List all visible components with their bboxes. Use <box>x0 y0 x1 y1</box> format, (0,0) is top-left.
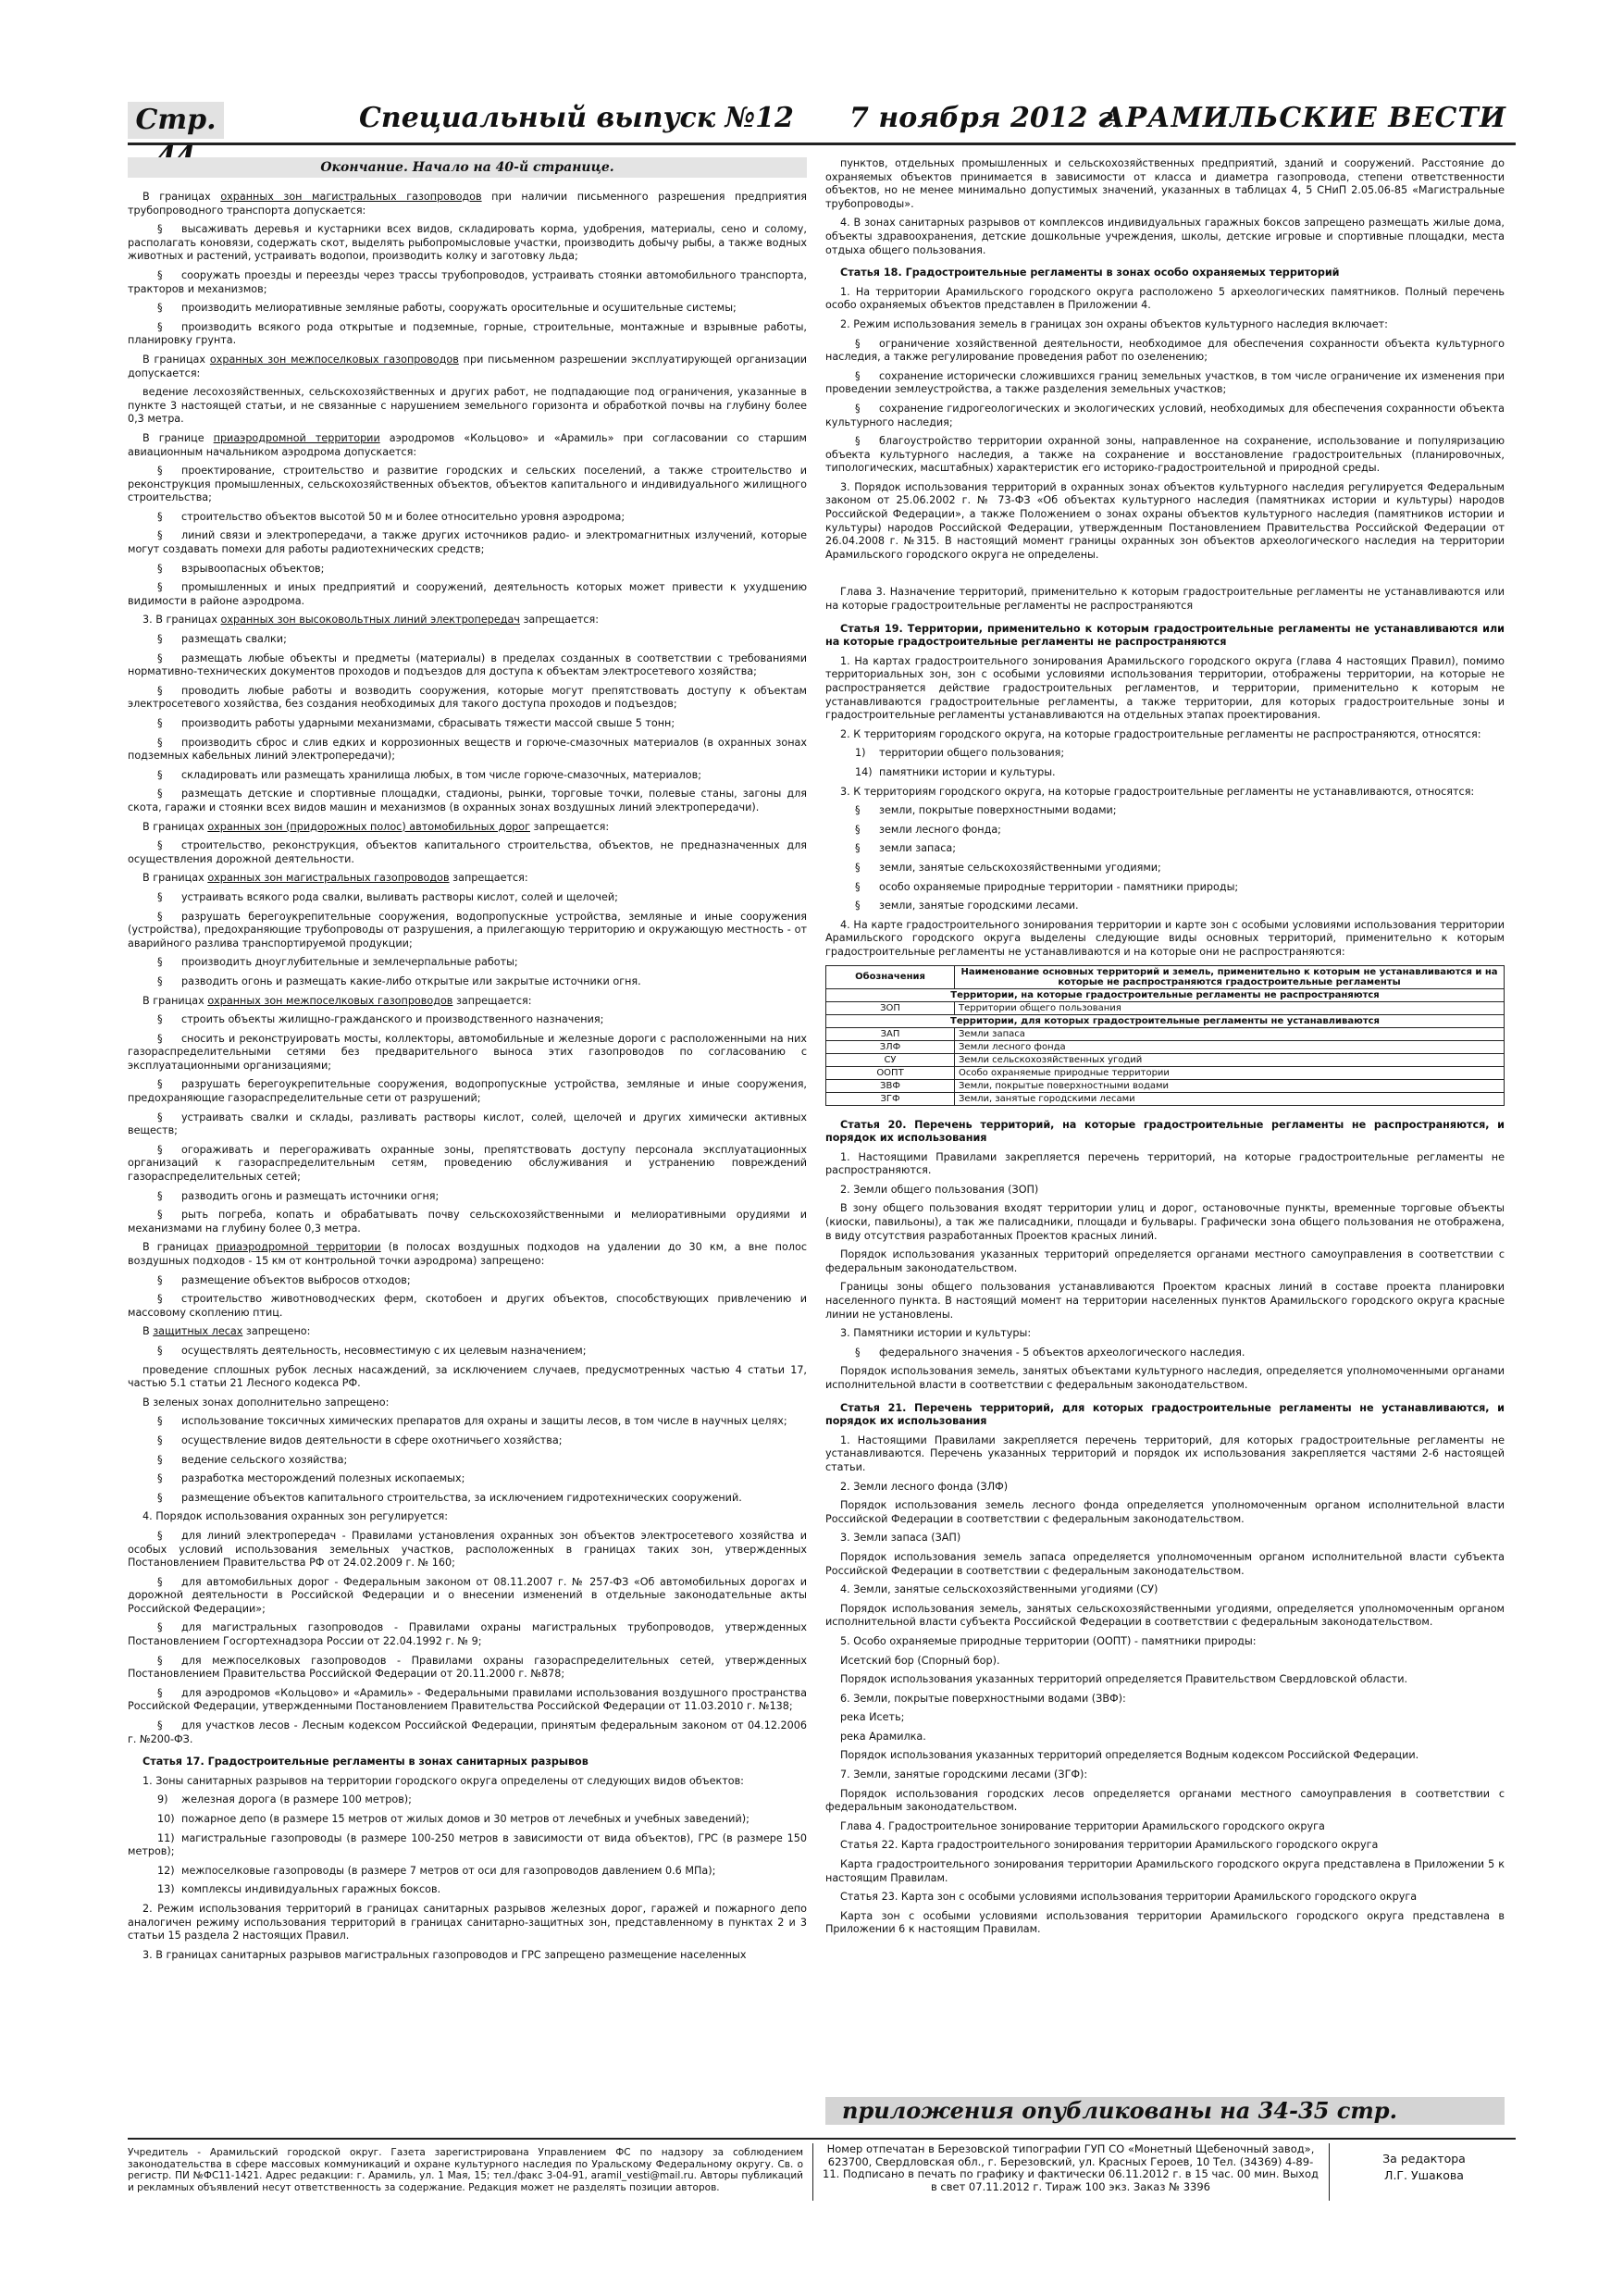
paragraph: 1. Настоящими Правилами закрепляется перечень территорий, для которых градостроительные регламенты не устанавливаются. Перечень указанных территорий и порядок их использования закрепляется частями 2-6 настоящей статьи. <box>825 1433 1505 1473</box>
list-marker: § <box>157 1719 163 1732</box>
paragraph: 1. На территории Арамильского городского округа расположено 5 археологических памятников. Полный перечень особо охраняемых объектов представлен в Приложении 4. <box>825 285 1505 312</box>
paragraph: § для межпоселковых газопроводов - Правилами охраны газораспределительных сетей, утвержденных Постановлением Правительства Российской Федерации от 20.11.2000 г. №878; <box>128 1654 807 1681</box>
paragraph: Порядок использования земель лесного фонда определяется уполномоченным органом исполнительной власти Российской Федерации в соответствии с федеральным законодательством. <box>825 1499 1505 1525</box>
paragraph: § осуществлять деятельность, несовместимую с их целевым назначением; <box>128 1345 807 1359</box>
table-row: ЗЛФ Земли лесного фонда <box>826 1040 1505 1053</box>
paragraph: 2. Режим использования территорий в границах санитарных разрывов железных дорог, гаражей и пожарного депо аналогичен режиму использования территорий в границах санитарно-защитных зон, представленному в пунктах 2 и 3 статьи 15 раздела 2 настоящих Правил. <box>128 1902 807 1942</box>
paragraph: Исетский бор (Спорный бор). <box>840 1654 1000 1667</box>
paragraph: Порядок использования указанных территорий определяется органами местного самоуправления в соответствии с федеральным законодательством. <box>825 1248 1505 1274</box>
paragraph: В границах охранных зон магистральных газопроводов запрещается: <box>142 872 528 885</box>
paragraph: § производить мелиоративные земляные работы, сооружать оросительные и осушительные системы; <box>128 302 807 316</box>
list-marker: § <box>157 1189 163 1202</box>
paragraph: 3. Земли запаса (ЗАП) <box>840 1532 961 1545</box>
article-heading: Статья 17. Градостроительные регламенты в зонах санитарных разрывов <box>142 1756 588 1769</box>
paragraph: § ведение сельского хозяйства; <box>128 1454 807 1468</box>
list-marker: § <box>855 842 861 855</box>
paragraph: Статья 23. Карта зон с особыми условиями использования территории Арамильского городского округа <box>840 1891 1418 1904</box>
paragraph: § разработка месторождений полезных ископаемых; <box>128 1472 807 1486</box>
paragraph: 7. Земли, занятые городскими лесами (ЗГФ): <box>840 1769 1088 1781</box>
underlined-term: защитных лесах <box>153 1325 243 1338</box>
paragraph: В границах приаэродромной территории (в полосах воздушных подходов на удалении до 30 км, а вне полос воздушных подходов - 15 км от контрольной точки аэродрома) запрещено: <box>128 1241 807 1267</box>
list-marker: § <box>855 804 861 817</box>
list-marker: § <box>157 910 163 923</box>
paragraph: В границах охранных зон межпоселковых газопроводов запрещается: <box>142 994 532 1007</box>
paragraph: § огораживать и перегораживать охранные зоны, препятствовать доступу персонала эксплуатационных организаций к газораспределительным сетям, проведению обслуживания и устранению повреждений газораспределительных сетей; <box>128 1143 807 1184</box>
paragraph: § устраивать всякого рода свалки, выливать растворы кислот, солей и щелочей; <box>128 891 807 905</box>
paragraph: 13) комплексы индивидуальных гаражных боксов. <box>128 1883 807 1897</box>
list-marker: § <box>855 900 861 912</box>
list-marker: § <box>157 1453 163 1466</box>
article-heading: Статья 21. Перечень территорий, для которых градостроительные регламенты не устанавливаются, и порядок их использования <box>825 1401 1505 1428</box>
underlined-term: охранных зон межпоселковых газопроводов <box>207 994 453 1007</box>
list-marker: 10) <box>157 1813 175 1825</box>
issue-title: Специальный выпуск №12 <box>359 102 794 134</box>
paragraph: § особо охраняемые природные территории - памятники природы; <box>825 881 1505 895</box>
paragraph: река Исеть; <box>840 1711 905 1724</box>
list-marker: § <box>157 788 163 800</box>
list-marker: § <box>855 402 861 415</box>
list-marker: § <box>157 1654 163 1667</box>
list-marker: § <box>157 1273 163 1286</box>
list-marker: § <box>855 880 861 893</box>
list-marker: § <box>157 465 163 478</box>
paragraph: § сносить и реконструировать мосты, коллекторы, автомобильные и железные дороги с расположенными на них газораспределительными сетями без предварительного выноса этих газопроводов по согласованию с эксплуатационными организациями; <box>128 1032 807 1072</box>
underlined-term: охранных зон (придорожных полос) автомобильных дорог <box>207 820 530 833</box>
paragraph: 3. В границах охранных зон высоковольтных линий электропередач запрещается: <box>142 614 600 627</box>
paragraph: Порядок использования городских лесов определяется органами местного самоуправления в соответствии с федеральным законодательством. <box>825 1787 1505 1814</box>
paragraph: ведение лесохозяйственных, сельскохозяйственных и других работ, не подпадающие под ограничения, указанные в пункте 3 настоящей статьи, и не связанные с нарушением земельного горизонта и обработкой почвы на глубину более 0,3 метра. <box>128 386 807 426</box>
paragraph: § федерального значения - 5 объектов археологического наследия. <box>825 1347 1505 1360</box>
continuation-note: Окончание. Начало на 40-й странице. <box>128 157 807 178</box>
paragraph: § промышленных и иных предприятий и сооружений, деятельность которых может привести к ухудшению видимости в районе аэродрома. <box>128 581 807 607</box>
paragraph: § благоустройство территории охранной зоны, направленное на сохранение, использование и популяризацию объекта культурного наследия, а также на сохранение и восстановление градостроительных (планировочных, типологических, масштабных) характеристик его историко-градостроительной и природной среды. <box>825 435 1505 475</box>
list-marker: 9) <box>157 1793 168 1806</box>
paragraph: Порядок использования указанных территорий определяется Правительством Свердловской области. <box>840 1673 1408 1686</box>
paragraph: § рыть погреба, копать и обрабатывать почву сельскохозяйственными и мелиоративными орудиями и механизмами на глубину более 0,3 метра. <box>128 1209 807 1235</box>
paragraph: Глава 3. Назначение территорий, применительно к которым градостроительные регламенты не устанавливаются или на которые градостроительные регламенты не распространяются <box>825 586 1505 613</box>
paragraph: § осуществление видов деятельности в сфере охотничьего хозяйства; <box>128 1434 807 1448</box>
paragraph: Границы зоны общего пользования устанавливаются Проектом красных линий в составе проекта планировки населенного пункта. В настоящий момент на территории населенных пунктов Арамильского городского округа красные линии не установлены. <box>825 1281 1505 1321</box>
list-marker: § <box>157 717 163 729</box>
paragraph: В зеленых зонах дополнительно запрещено: <box>142 1396 390 1409</box>
paragraph: § размещение объектов капитального строительства, за исключением гидротехнических сооружений. <box>128 1492 807 1506</box>
appendix-note: приложения опубликованы на 34-35 стр. <box>825 2097 1505 2125</box>
paragraph: 4. В зонах санитарных разрывов от комплексов индивидуальных гаражных боксов запрещено размещать жилые дома, объекты здравоохранения, детские дошкольные учреждения, школы, детские игровые и спортивные площадки, места отдыха общего пользования. <box>825 217 1505 256</box>
list-marker: § <box>157 581 163 594</box>
table-section-row: Территории, на которые градостроительные регламенты не распространяются <box>826 988 1505 1001</box>
list-marker: § <box>157 223 163 236</box>
paragraph: 2. Режим использования земель в границах зон охраны объектов культурного наследия включает: <box>840 317 1388 330</box>
list-marker: § <box>157 510 163 523</box>
underlined-term: приаэродромной территории <box>213 431 380 444</box>
paragraph: 3. Порядок использования территорий в охранных зонах объектов культурного наследия регулируется Федеральным законом от 25.06.2002 г. № 73-ФЗ «Об объектах культурного наследия (памятниках истории и культуры) народов Российской Федерации», а также Положением о зонах охраны объектов культурного наследия (памятников истории и культуры) народов Российской Федерации, утвержденным Постановлением Правительства Российской Федерации от 26.04.2008 г. №315. В настоящий момент границы охранных зон объектов археологического наследия на территории Арамильского городского округа не определены. <box>825 480 1505 561</box>
list-marker: § <box>157 1472 163 1485</box>
article-heading: Статья 18. Градостроительные регламенты в зонах особо охраняемых территорий <box>840 267 1340 279</box>
list-marker: § <box>855 337 861 350</box>
paragraph: проведение сплошных рубок лесных насаждений, за исключением случаев, предусмотренных частью 4 статьи 17, частью 5.1 статьи 21 Лесного кодекса РФ. <box>128 1363 807 1390</box>
list-marker: § <box>157 974 163 987</box>
list-marker: § <box>157 652 163 664</box>
list-marker: § <box>157 768 163 781</box>
list-marker: § <box>157 1686 163 1699</box>
paragraph: Порядок использования земель, занятых сельскохозяйственными угодиями, определяется уполномоченным органом исполнительной власти субъекта Российской Федерации в соответствии с федеральным законодательством. <box>825 1602 1505 1629</box>
footer <box>128 2138 1516 2204</box>
page-number: Стр. <box>128 102 224 139</box>
table-row: СУ Земли сельскохозяйственных угодий <box>826 1053 1505 1066</box>
paragraph: 11) магистральные газопроводы (в размере 100-250 метров в зависимости от вида объектов), ГРС (в размере 150 метров); <box>128 1831 807 1858</box>
paragraph: 10) пожарное депо (в размере 15 метров от жилых домов и 30 метров от лечебных и учебных заведений); <box>128 1813 807 1827</box>
paragraph: § строительство животноводческих ферм, скотобоен и других объектов, способствующих привлечению и массовому скоплению птиц. <box>128 1293 807 1319</box>
table-row: ЗВФ Земли, покрытые поверхностными водами <box>826 1079 1505 1092</box>
right-column-text-bottom <box>825 1119 1505 1938</box>
table-section-row: Территории, для которых градостроительные регламенты не устанавливаются <box>826 1014 1505 1027</box>
list-marker: 14) <box>855 765 873 778</box>
list-marker: § <box>855 861 861 874</box>
paragraph: В защитных лесах запрещено: <box>142 1325 311 1338</box>
list-marker: § <box>855 1346 861 1359</box>
issue-date: 7 ноября 2012 г. <box>849 102 1123 134</box>
table-row: ЗГФ Земли, занятые городскими лесами <box>826 1092 1505 1105</box>
paragraph: § производить всякого рода открытые и подземные, горные, строительные, монтажные и взрывные работы, планировку грунта. <box>128 320 807 347</box>
paragraph: § проводить любые работы и возводить сооружения, которые могут препятствовать доступу к объектам электросетевого хозяйства, без создания необходимых для такого доступа проходов и подъездов; <box>128 684 807 711</box>
paragraph: 1. Настоящими Правилами закрепляется перечень территорий, на которые градостроительные регламенты не распространяются. <box>825 1150 1505 1177</box>
list-marker: § <box>157 1415 163 1428</box>
list-marker: 12) <box>157 1864 175 1877</box>
paragraph: 1. На картах градостроительного зонирования Арамильского городского округа (глава 4 настоящих Правил), помимо территориальных зон, зон с особыми условиями использования территории, отображены территории, на которые не распространяется действие градостроительных регламентов, и территории, применительно к которым не устанавливаются градостроительные регламенты, а также территории, для которых градостроительные зоны и градостроительные регламенты устанавливаются на отдельных этапах проектирования. <box>825 654 1505 722</box>
underlined-term: приаэродромной территории <box>216 1241 381 1254</box>
paragraph: В границах охранных зон межпоселковых газопроводов при письменном разрешении эксплуатирующей организации допускается: <box>128 353 807 379</box>
paragraph: 2. Земли лесного фонда (ЗЛФ) <box>840 1480 1009 1493</box>
paragraph: 3. В границах санитарных разрывов магистральных газопроводов и ГРС запрещено размещение населенных <box>142 1948 747 1961</box>
paragraph: § земли лесного фонда; <box>825 824 1505 838</box>
list-marker: § <box>157 320 163 333</box>
table-header-codes: Обозначения <box>826 965 955 988</box>
paragraph: 6. Земли, покрытые поверхностными водами (ЗВФ): <box>840 1692 1126 1705</box>
paragraph: В границе приаэродромной территории аэродромов «Кольцово» и «Арамиль» при согласовании со старшим авиационным начальником аэродрома допускается: <box>128 431 807 458</box>
list-marker: § <box>157 1433 163 1446</box>
paragraph: 12) межпоселковые газопроводы (в размере 7 метров от оси для газопроводов давлением 0.6 МПа); <box>128 1865 807 1879</box>
paragraph: § ограничение хозяйственной деятельности, необходимое для обеспечения сохранности объекта культурного наследия, а также регулирование проведения работ по озеленению; <box>825 337 1505 364</box>
paragraph: § размещать свалки; <box>128 633 807 647</box>
list-marker: § <box>855 435 861 448</box>
paragraph: § взрывоопасных объектов; <box>128 563 807 577</box>
left-column <box>128 157 807 1967</box>
footer-divider <box>1329 2143 1330 2201</box>
table-row: ЗАП Земли запаса <box>826 1027 1505 1040</box>
paragraph: Глава 4. Градостроительное зонирование территории Арамильского городского округа <box>840 1819 1325 1832</box>
list-marker: § <box>157 302 163 315</box>
list-marker: § <box>855 369 861 382</box>
paragraph: В границах охранных зон (придорожных полос) автомобильных дорог запрещается: <box>142 820 610 833</box>
paragraph: § для автомобильных дорог - Федеральным законом от 08.11.2007 г. № 257-ФЗ «Об автомобильных дорогах и дорожной деятельности в Российской Федерации и о внесении изменений в отдельные законодательные акты Российской Федерации»; <box>128 1575 807 1615</box>
paragraph: 14) памятники истории и культуры. <box>825 766 1505 780</box>
list-marker: § <box>157 1575 163 1588</box>
list-marker: § <box>157 1111 163 1123</box>
right-column-text-top <box>825 157 1505 960</box>
paragraph: 5. Особо охраняемые природные территории (ООПТ) - памятники природы: <box>840 1634 1257 1647</box>
editor-name: Л.Г. Ушакова <box>1384 2168 1464 2182</box>
list-marker: § <box>157 529 163 542</box>
paragraph: § использование токсичных химических препаратов для охраны и защиты лесов, в том числе в научных целях; <box>128 1415 807 1429</box>
left-column-text <box>128 191 807 1962</box>
underlined-term: охранных зон магистральных газопроводов <box>207 872 450 885</box>
paragraph: § высаживать деревья и кустарники всех видов, складировать корма, удобрения, материалы, сено и солому, располагать коновязи, содержать скот, выделять рыбопромысловые участки, производить добычу рыбы, а также водных животных и растений, устраивать водопои, производить колку и заготовку льда; <box>128 223 807 263</box>
paragraph: § сооружать проезды и переезды через трассы трубопроводов, устраивать стоянки автомобильного транспорта, тракторов и механизмов; <box>128 268 807 295</box>
list-marker: § <box>157 1209 163 1222</box>
paragraph: § земли, занятые сельскохозяйственными угодиями; <box>825 862 1505 875</box>
table-row: ООПТ Особо охраняемые природные территории <box>826 1066 1505 1079</box>
paragraph: 9) железная дорога (в размере 100 метров); <box>128 1793 807 1807</box>
list-marker: § <box>157 1032 163 1045</box>
table-header-names: Наименование основных территорий и земель, применительно к которым не устанавливаются и на которые не распространяются градостроительные регламенты <box>955 965 1505 988</box>
paragraph: Статья 22. Карта градостроительного зонирования территории Арамильского городского округа <box>840 1839 1379 1852</box>
list-marker: § <box>157 1013 163 1026</box>
paragraph: § проектирование, строительство и развитие городских и сельских поселений, а также строительство и реконструкция промышленных, сельскохозяйственных объектов, объектов капитального и индивидуального жилищного строительства; <box>128 465 807 504</box>
paragraph: § производить сброс и слив едких и коррозионных веществ и горюче-смазочных материалов (в охранных зонах подземных кабельных линий электропередачи); <box>128 736 807 763</box>
list-marker: 13) <box>157 1883 175 1896</box>
list-marker: § <box>157 956 163 969</box>
paragraph: § земли, занятые городскими лесами. <box>825 900 1505 913</box>
list-marker: § <box>157 1293 163 1306</box>
paragraph: § линий связи и электропередачи, а также других источников радио- и электромагнитных излучений, которые могут создавать помехи для работы радиотехнических средств; <box>128 529 807 556</box>
paragraph: § производить дноуглубительные и землечерпальные работы; <box>128 956 807 970</box>
paragraph: 2. Земли общего пользования (ЗОП) <box>840 1183 1039 1196</box>
paragraph: § разводить огонь и размещать какие-либо открытые или закрытые источники огня. <box>128 975 807 989</box>
paragraph: Порядок использования земель запаса определяется уполномоченным органом исполнительной власти субъекта Российской Федерации в соответствии с федеральным законодательством. <box>825 1550 1505 1577</box>
list-marker: 11) <box>157 1831 175 1844</box>
paragraph: § складировать или размещать хранилища любых, в том числе горюче-смазочных, материалов; <box>128 769 807 783</box>
paragraph: § для магистральных газопроводов - Правилами охраны магистральных трубопроводов, утвержденных Постановлением Госгортехнадзора России от 22.04.1992 г. № 9; <box>128 1621 807 1648</box>
paragraph: § земли запаса; <box>825 842 1505 856</box>
list-marker: § <box>157 1529 163 1542</box>
paragraph: Порядок использования земель, занятых объектами культурного наследия, определяется уполномоченными органами исполнительной власти в соответствии с федеральным законодательством. <box>825 1365 1505 1391</box>
territories-table <box>825 965 1505 1106</box>
paragraph: § производить работы ударными механизмами, сбрасывать тяжести массой свыше 5 тонн; <box>128 717 807 731</box>
underlined-term: охранных зон магистральных газопроводов <box>220 191 482 203</box>
paragraph: Карта градостроительного зонирования территории Арамильского городского округа представлена в Приложении 5 к настоящим Правилам. <box>825 1858 1505 1884</box>
paragraph: § размещение объектов выбросов отходов; <box>128 1274 807 1288</box>
editor-label: За редактора <box>1382 2152 1466 2166</box>
paragraph: § строительство, реконструкция, объектов капитального строительства, объектов, не предназначенных для осуществления дорожной деятельности. <box>128 839 807 865</box>
paragraph: § разрушать берегоукрепительные сооружения, водопропускные устройства, земляные и иные сооружения, предохраняющие газораспределительные сети от разрушений; <box>128 1078 807 1105</box>
paragraph: 4. Порядок использования охранных зон регулируется: <box>142 1510 449 1523</box>
paragraph: § для участков лесов - Лесным кодексом Российской Федерации, принятым федеральным законом от 04.12.2006 г. №200-ФЗ. <box>128 1719 807 1745</box>
list-marker: § <box>157 1491 163 1504</box>
paragraph: § размещать детские и спортивные площадки, стадионы, рынки, торговые точки, полевые станы, загоны для скота, гаражи и стоянки всех видов машин и механизмов (в охранных зонах воздушных линий электропередачи). <box>128 788 807 813</box>
paragraph: пунктов, отдельных промышленных и сельскохозяйственных предприятий, зданий и сооружений. Расстояние до охраняемых объектов принимается в зависимости от класса и диаметра газопровода, степени ответственности объектов, но не менее минимально допустимых значений, указанных в таблицах 4, 5 СНиП 2.05.06-85 «Магистральные трубопроводы». <box>825 157 1505 210</box>
list-marker: § <box>157 562 163 575</box>
paragraph: Карта зон с особыми условиями использования территории Арамильского городского округа представлена в Приложении 6 к настоящим Правилам. <box>825 1909 1505 1936</box>
article-heading: Статья 20. Перечень территорий, на которые градостроительные регламенты не распространяются, и порядок их использования <box>825 1118 1505 1145</box>
paragraph: § размещать любые объекты и предметы (материалы) в пределах созданных в соответствии с требованиями нормативно-технических документов проходов и подъездов для доступа к объектам электросетевого хозяйства; <box>128 652 807 678</box>
paragraph: § сохранение исторически сложившихся границ земельных участков, в том числе ограничение их изменения при проведении землеустройства, а также разделения земельных участков; <box>825 369 1505 396</box>
paragraph: § для аэродромов «Кольцово» и «Арамиль» - Федеральными правилами использования воздушного пространства Российской Федерации, утвержденными Постановлением Правительства Российской Федерации от 11.03.2010 г. №138; <box>128 1686 807 1713</box>
footer-editor <box>1336 2151 1512 2184</box>
underlined-term: охранных зон высоковольтных линий электропередач <box>220 614 520 627</box>
footer-founder-info: Учредитель - Арамильский городской округ. Газета зарегистрирована Управлением ФС по надзору за соблюдением законодательства в сфере массовых коммуникаций и охране культурного наследия по Уральскому Федеральному округу. Св. о регистр. ПИ №ФС11-1421. Адрес редакции: г. Арамиль, ул. 1 Мая, 15; тел./факс 3-04-91, aramil_vesti@mail.ru. Авторы публикаций и рекламных объявлений несут ответственность за содержание. Редакция может не разделять позиции авторов. <box>128 2147 803 2193</box>
paragraph: 4. На карте градостроительного зонирования территории и карте зон с особыми условиями использования территории Арамильского городского округа выделены следующие виды основных территорий, применительно к которым градостроительные регламенты не устанавливаются и на которые они не распространяются: <box>825 918 1505 958</box>
masthead <box>128 94 1516 145</box>
list-marker: § <box>157 633 163 646</box>
article-heading: Статья 19. Территории, применительно к которым градостроительные регламенты не устанавливаются или на которые градостроительные регламенты не распространяются <box>825 622 1505 649</box>
list-marker: 1) <box>855 747 866 760</box>
paragraph: § строительство объектов высотой 50 м и более относительно уровня аэродрома; <box>128 511 807 525</box>
paragraph: 2. К территориям городского округа, на которые градостроительные регламенты не распространяются, относятся: <box>840 727 1481 740</box>
paragraph: В границах охранных зон магистральных газопроводов при наличии письменного разрешения предприятия трубопроводного транспорта допускается: <box>128 191 807 217</box>
paragraph: § для линий электропередач - Правилами установления охранных зон объектов электросетевого хозяйства и особых условий использования земельных участков, расположенных в границах таких зон, утвержденных Постановлением Правительства РФ от 24.02.2009 г. № 160; <box>128 1529 807 1570</box>
footer-printing-info: Номер отпечатан в Березовской типографии ГУП СО «Монетный Щебеночный завод», 623700, Свердловская обл., г. Березовский, ул. Красных Героев, 10 Тел. (34369) 4-89-11. Подписано в печать по графику и фактически 06.11.2012 г. в 15 час. 00 мин. Выход в свет 07.11.2012 г. Тираж 100 экз. Заказ № 3396 <box>823 2142 1319 2193</box>
list-marker: § <box>157 1143 163 1156</box>
list-marker: § <box>157 890 163 903</box>
paragraph: § разрушать берегоукрепительные сооружения, водопропускные устройства, земляные и иные сооружения (устройства), предохраняющие трубопроводы от разрушения, а прилегающую территорию и окружающую местность - от аварийного разлива транспортируемой продукции; <box>128 910 807 949</box>
right-column <box>825 157 1505 1942</box>
paragraph: § земли, покрытые поверхностными водами; <box>825 804 1505 818</box>
paragraph: река Арамилка. <box>840 1730 926 1743</box>
newspaper-title: АРАМИЛЬСКИЕ ВЕСТИ <box>1102 102 1506 134</box>
list-marker: § <box>157 1621 163 1634</box>
paragraph: 3. Памятники истории и культуры: <box>840 1327 1032 1340</box>
paragraph: Порядок использования указанных территорий определяется Водным кодексом Российской Федерации. <box>840 1749 1419 1762</box>
underlined-term: охранных зон межпоселковых газопроводов <box>209 353 459 366</box>
paragraph: В зону общего пользования входят территории улиц и дорог, остановочные пункты, временные торговые объекты (киоски, павильоны), а так же палисадники, площади и бульвары. Графически зона общего пользования не отображена, в виду отсутствия разработанных Проектов красных линий. <box>825 1202 1505 1242</box>
list-marker: § <box>157 1344 163 1357</box>
paragraph: § разводить огонь и размещать источники огня; <box>128 1190 807 1204</box>
table-row: ЗОП Территории общего пользования <box>826 1001 1505 1014</box>
paragraph: 4. Земли, занятые сельскохозяйственными угодиями (СУ) <box>840 1583 1158 1596</box>
paragraph: § строить объекты жилищно-гражданского и производственного назначения; <box>128 1013 807 1027</box>
paragraph: 1. Зоны санитарных разрывов на территории городского округа определены от следующих видов объектов: <box>142 1774 744 1787</box>
footer-divider <box>812 2143 813 2201</box>
paragraph: 1) территории общего пользования; <box>825 747 1505 761</box>
list-marker: § <box>157 1078 163 1091</box>
list-marker: § <box>157 268 163 281</box>
paragraph: § устраивать свалки и склады, разливать растворы кислот, солей, щелочей и других химически активных веществ; <box>128 1111 807 1137</box>
paragraph: 3. К территориям городского округа, на которые градостроительные регламенты не устанавливаются, относятся: <box>840 785 1475 798</box>
list-marker: § <box>157 736 163 749</box>
list-marker: § <box>855 823 861 836</box>
list-marker: § <box>157 684 163 697</box>
paragraph: § сохранение гидрогеологических и экологических условий, необходимых для обеспечения сохранности объекта культурного наследия; <box>825 402 1505 428</box>
list-marker: § <box>157 839 163 852</box>
